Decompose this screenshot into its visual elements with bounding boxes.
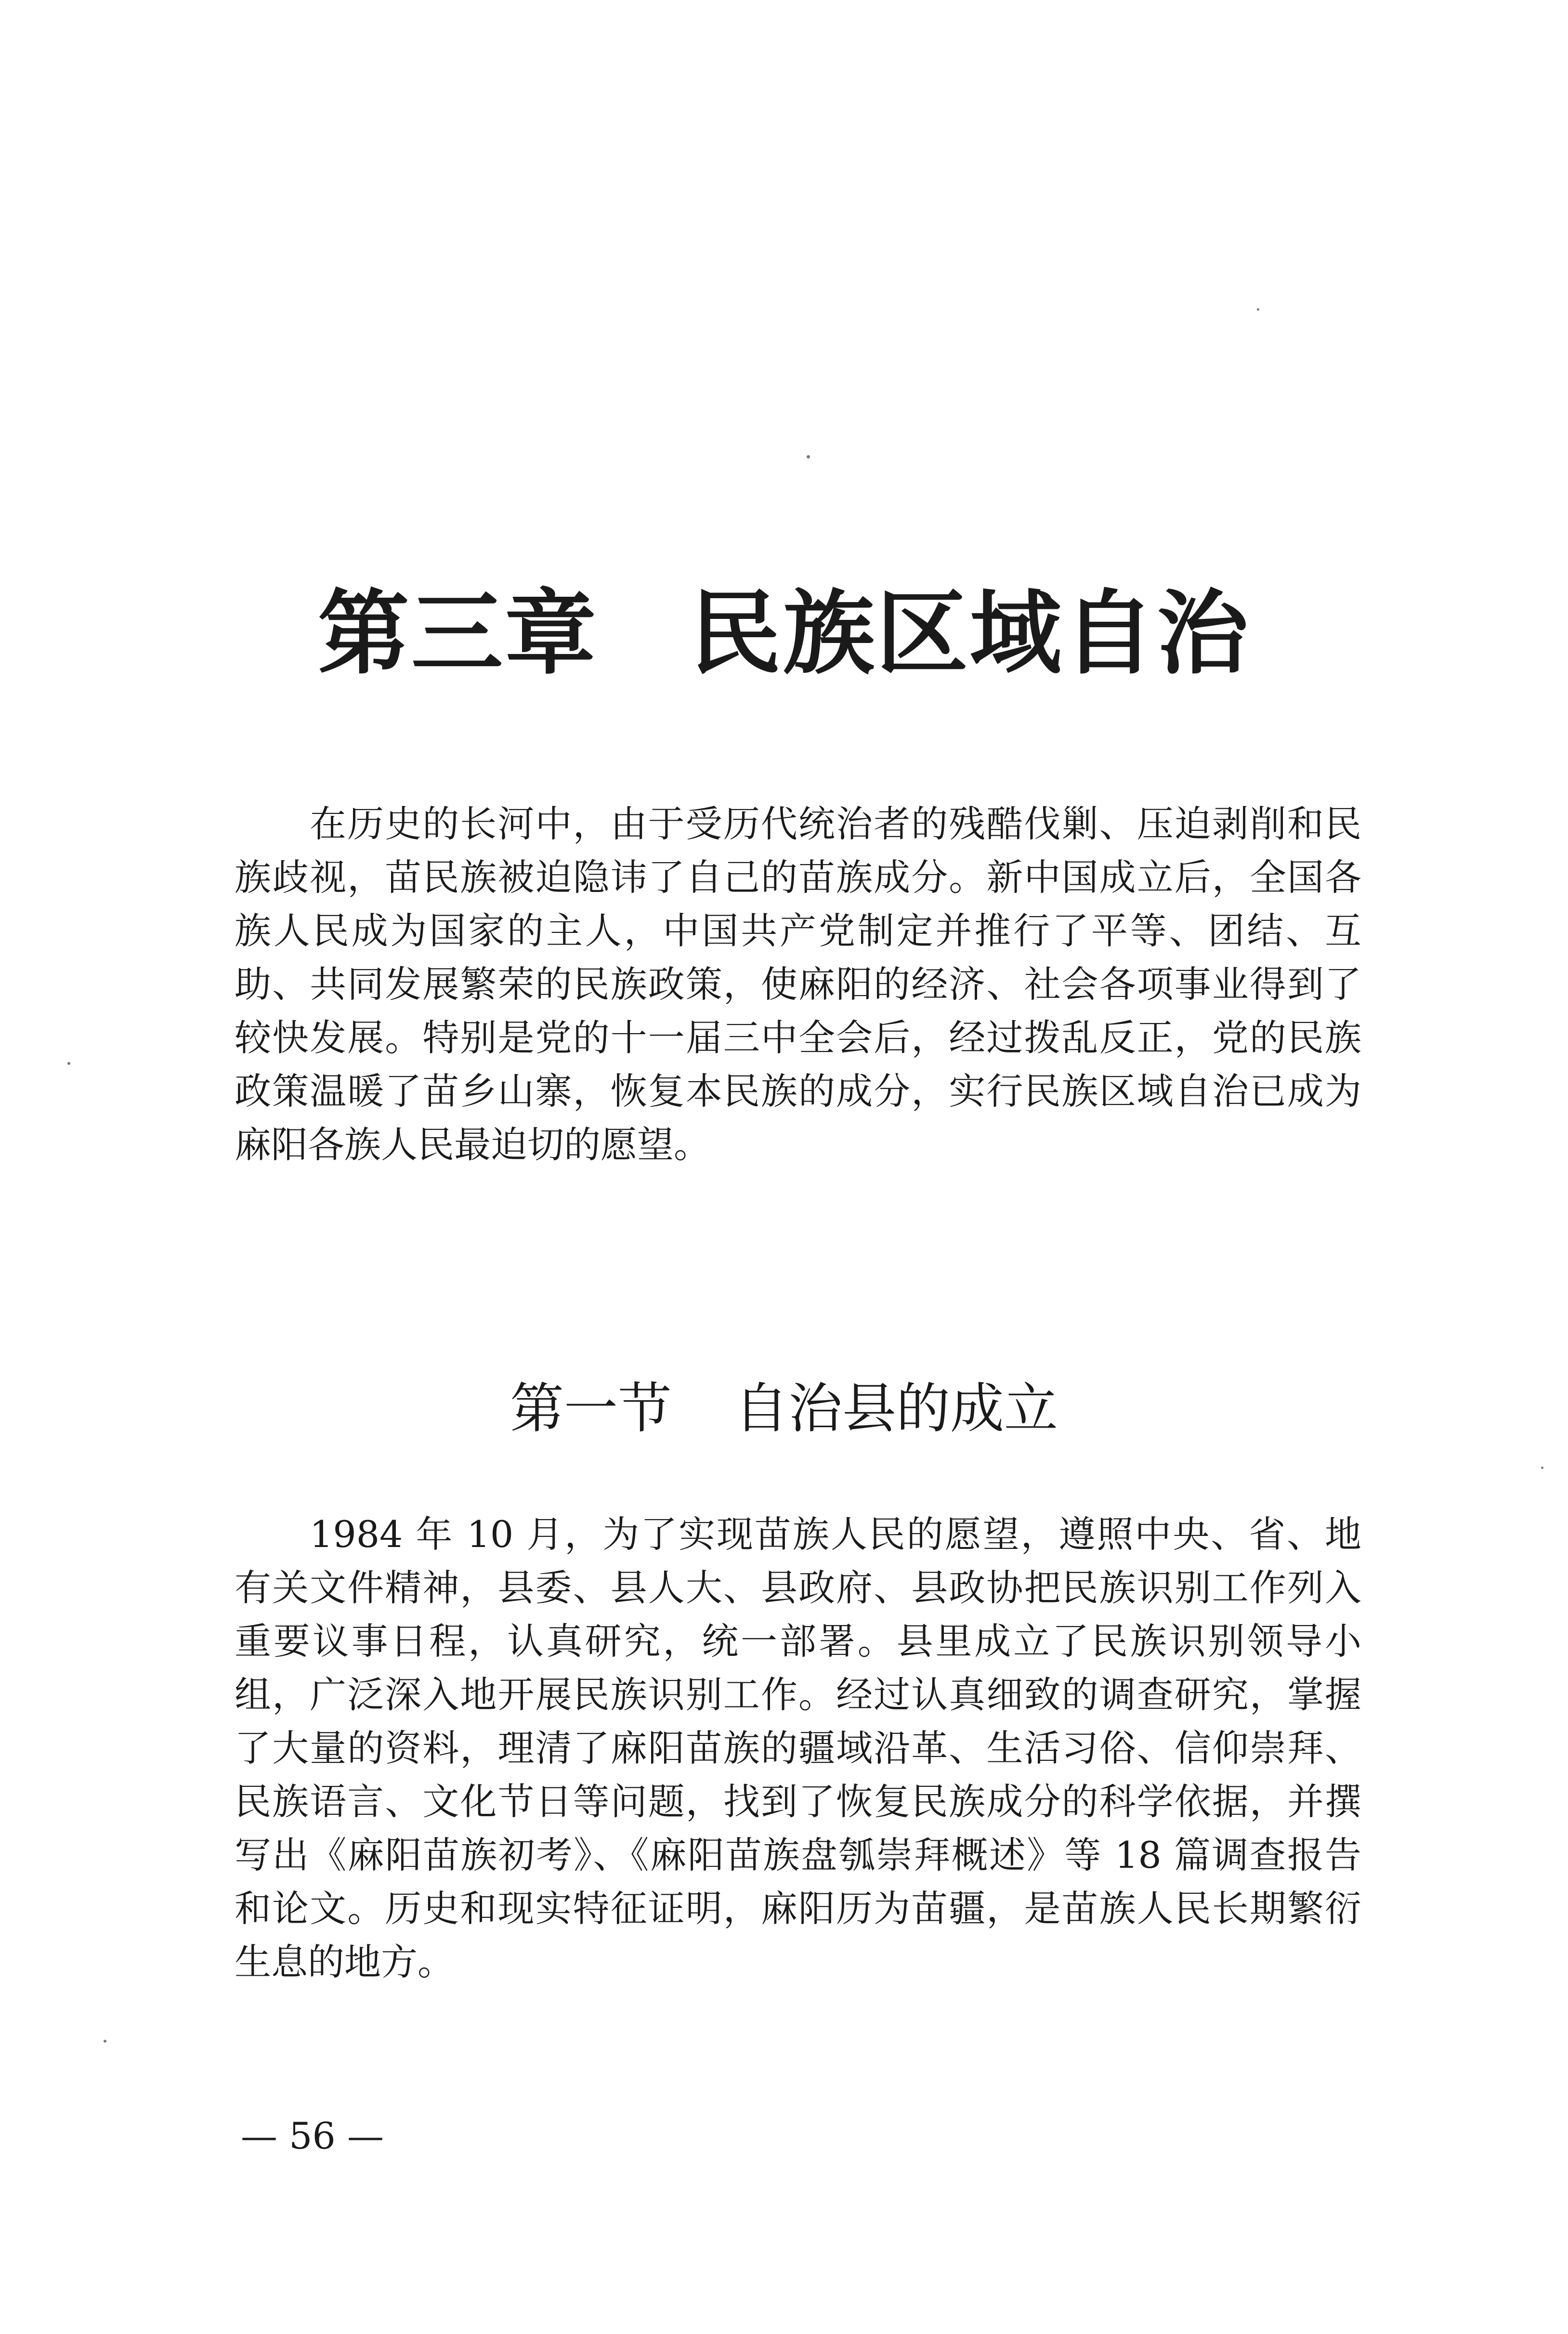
chapter-title [0,576,1568,691]
section-title [0,1370,1568,1447]
section-paragraph: 1984 年 10 月，为了实现苗族人民的愿望，遵照中央、省、地有关文件精神，县委、县人大、县政府、县政协把民族识别工作列入重要议事日程，认真研究，统一部署。县里成立了民族识别领导小组，广泛深入地开展民族识别工作。经过认真细致的调查研究，掌握了大量的资料，理清了麻阳苗族的疆域沿革、生活习俗、信仰崇拜、民族语言、文化节日等问题，找到了恢复民族成分的科学依据，并撰写出《麻阳苗族初考》、《麻阳苗族盘瓠崇拜概述》等 18 篇调查报告和论文。历史和现实特征证明，麻阳历为苗疆，是苗族人民长期繁衍生息的地方。 [235,1513,1361,1983]
section-name: 自治县的成立 [734,1377,1058,1440]
scan-speck [67,1062,70,1065]
scan-speck [104,2040,106,2043]
page-number: — 56 — [241,2114,384,2157]
scan-speck [1257,308,1259,311]
section-number: 第一节 [510,1377,672,1440]
scan-speck [807,455,810,459]
chapter-number: 第三章 [317,579,598,687]
intro-paragraph: 在历史的长河中，由于受历代统治者的残酷伐剿、压迫剥削和民族歧视，苗民族被迫隐讳了自己的苗族成分。新中国成立后，全国各族人民成为国家的主人，中国共产党制定并推行了平等、团结、互助、共同发展繁荣的民族政策，使麻阳的经济、社会各项事业得到了较快发展。特别是党的十一届三中全会后，经过拨乱反正，党的民族政策温暖了苗乡山寨，恢复本民族的成分，实行民族区域自治已成为麻阳各族人民最迫切的愿望。 [235,802,1361,1166]
scan-speck [1541,1467,1543,1469]
chapter-name: 民族区域自治 [690,579,1251,687]
